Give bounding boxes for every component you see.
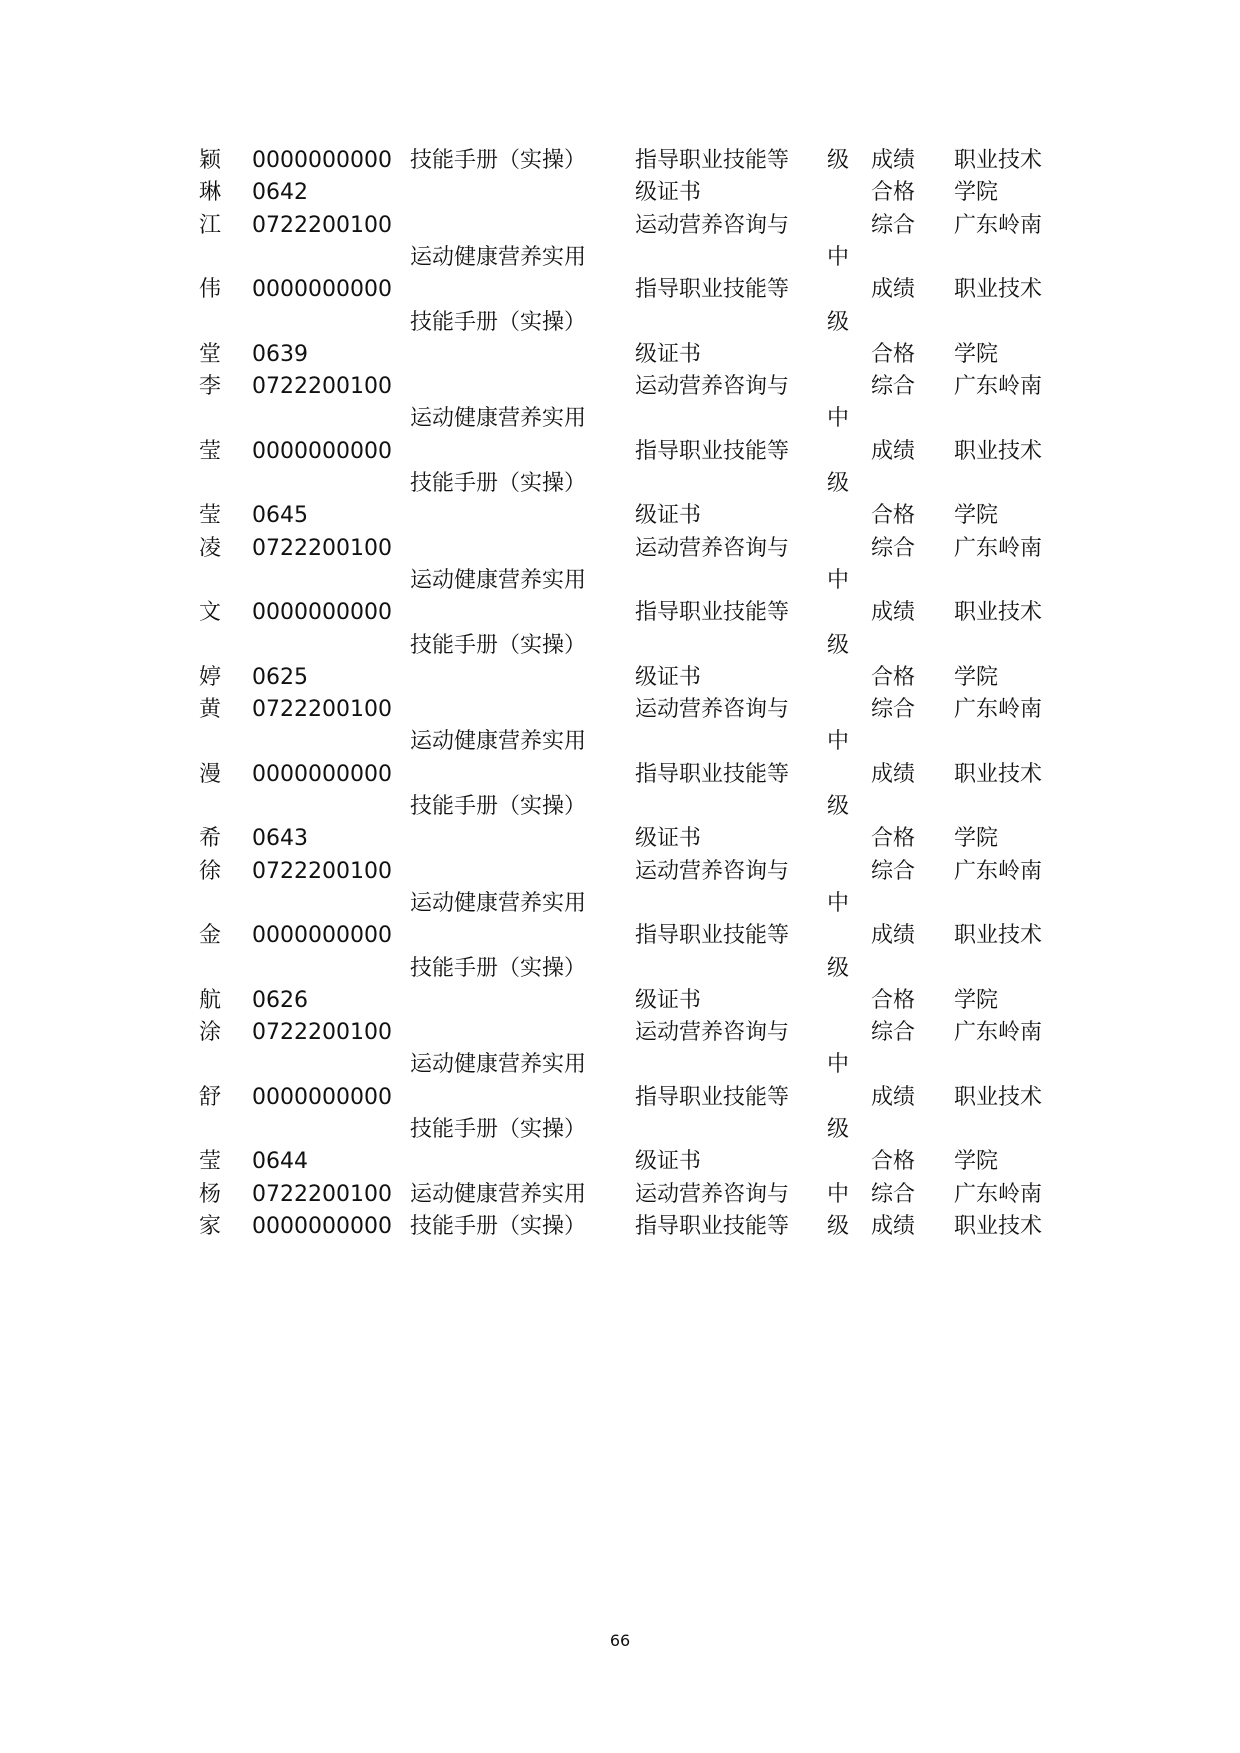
grade-cell: 综合	[871, 1020, 916, 1046]
student-id-cell: 0642	[252, 180, 308, 206]
certificate-cell: 级证书	[635, 987, 702, 1013]
school-cell: 学院	[954, 503, 999, 529]
school-cell: 职业技术	[954, 1213, 1043, 1239]
student-id-cell: 0000000000	[252, 1084, 392, 1110]
grade-cell: 成绩	[871, 600, 916, 626]
certificate-cell: 指导职业技能等	[635, 277, 790, 303]
level-cell: 级	[827, 1117, 850, 1142]
level-cell: 级	[827, 632, 850, 658]
level-cell: 级	[827, 471, 850, 496]
grade-cell: 成绩	[871, 761, 916, 787]
certificate-cell: 运动营养咨询与	[635, 1181, 790, 1207]
certificate-cell: 指导职业技能等	[635, 1084, 790, 1110]
level-cell: 中	[827, 890, 850, 916]
book-title-cell: 技能手册（实操）	[410, 632, 587, 658]
student-name-cell: 徐	[199, 858, 222, 884]
school-cell: 职业技术	[954, 148, 1043, 173]
student-name-cell: 涂	[199, 1020, 222, 1046]
grade-cell: 合格	[871, 826, 916, 852]
school-cell: 广东岭南	[954, 1181, 1043, 1207]
book-title-cell: 技能手册（实操）	[410, 1117, 587, 1142]
student-name-cell: 婷	[199, 664, 222, 690]
student-name-cell: 金	[199, 923, 222, 949]
book-title-cell: 运动健康营养实用	[410, 729, 587, 755]
book-title-cell: 技能手册（实操）	[410, 794, 587, 819]
level-cell: 级	[827, 309, 850, 335]
book-title-cell: 运动健康营养实用	[410, 406, 587, 432]
certificate-cell: 运动营养咨询与	[635, 858, 790, 884]
level-cell: 级	[827, 1213, 850, 1239]
school-cell: 广东岭南	[954, 858, 1043, 884]
school-cell: 广东岭南	[954, 535, 1043, 561]
student-id-cell: 0645	[252, 503, 308, 529]
grade-cell: 合格	[871, 664, 916, 690]
school-cell: 广东岭南	[954, 697, 1043, 723]
grade-cell: 成绩	[871, 1213, 916, 1239]
certificate-cell: 级证书	[635, 826, 702, 852]
grade-cell: 综合	[871, 858, 916, 884]
student-id-cell: 0000000000	[252, 1213, 392, 1239]
grade-cell: 合格	[871, 180, 916, 206]
student-name-cell: 颖	[199, 148, 222, 173]
student-name-cell: 凌	[199, 535, 222, 561]
student-name-cell: 莹	[199, 1149, 222, 1175]
grade-cell: 成绩	[871, 148, 916, 173]
grade-cell: 合格	[871, 987, 916, 1013]
school-cell: 职业技术	[954, 277, 1043, 303]
certificate-cell: 级证书	[635, 1149, 702, 1175]
student-name-cell: 堂	[199, 341, 222, 367]
school-cell: 职业技术	[954, 761, 1043, 787]
certificate-cell: 运动营养咨询与	[635, 1020, 790, 1046]
school-cell: 学院	[954, 1149, 999, 1175]
student-name-cell: 航	[199, 987, 222, 1013]
student-name-cell: 江	[199, 212, 222, 238]
student-id-cell: 0643	[252, 826, 308, 852]
student-id-cell: 0722200100	[252, 1020, 392, 1046]
grade-cell: 综合	[871, 535, 916, 561]
student-name-cell: 舒	[199, 1084, 222, 1110]
level-cell: 中	[827, 567, 850, 593]
certificate-cell: 级证书	[635, 503, 702, 529]
certificate-cell: 指导职业技能等	[635, 148, 790, 173]
school-cell: 学院	[954, 664, 999, 690]
book-title-cell: 运动健康营养实用	[410, 1181, 587, 1207]
grade-cell: 综合	[871, 697, 916, 723]
grade-cell: 成绩	[871, 438, 916, 464]
school-cell: 广东岭南	[954, 374, 1043, 400]
book-title-cell: 运动健康营养实用	[410, 1052, 587, 1078]
student-id-cell: 0722200100	[252, 535, 392, 561]
student-id-cell: 0626	[252, 987, 308, 1013]
grade-cell: 合格	[871, 341, 916, 367]
certificate-cell: 指导职业技能等	[635, 438, 790, 464]
level-cell: 中	[827, 729, 850, 755]
book-title-cell: 运动健康营养实用	[410, 890, 587, 916]
student-id-cell: 0722200100	[252, 374, 392, 400]
certificate-cell: 级证书	[635, 664, 702, 690]
level-cell: 中	[827, 406, 850, 432]
school-cell: 学院	[954, 180, 999, 206]
student-id-cell: 0722200100	[252, 1181, 392, 1207]
student-name-cell: 文	[199, 600, 222, 626]
student-name-cell: 莹	[199, 503, 222, 529]
book-title-cell: 技能手册（实操）	[410, 471, 587, 496]
school-cell: 职业技术	[954, 1084, 1043, 1110]
student-id-cell: 0000000000	[252, 600, 392, 626]
certificate-cell: 级证书	[635, 180, 702, 206]
student-id-cell: 0722200100	[252, 697, 392, 723]
grade-cell: 综合	[871, 212, 916, 238]
book-title-cell: 技能手册（实操）	[410, 1213, 587, 1239]
book-title-cell: 技能手册（实操）	[410, 309, 587, 335]
certificate-cell: 指导职业技能等	[635, 600, 790, 626]
student-name-cell: 漫	[199, 761, 222, 787]
level-cell: 级	[827, 794, 850, 819]
student-name-cell: 希	[199, 826, 222, 852]
level-cell: 中	[827, 1052, 850, 1078]
school-cell: 学院	[954, 987, 999, 1013]
student-id-cell: 0722200100	[252, 212, 392, 238]
student-id-cell: 0722200100	[252, 858, 392, 884]
student-name-cell: 杨	[199, 1181, 222, 1207]
certificate-cell: 运动营养咨询与	[635, 697, 790, 723]
student-id-cell: 0644	[252, 1149, 308, 1175]
grade-cell: 综合	[871, 374, 916, 400]
table-row	[0, 1207, 1240, 1247]
student-name-cell: 黄	[199, 697, 222, 723]
school-cell: 广东岭南	[954, 1020, 1043, 1046]
grade-cell: 成绩	[871, 1084, 916, 1110]
level-cell: 级	[827, 955, 850, 981]
level-cell: 中	[827, 1181, 850, 1207]
student-id-cell: 0625	[252, 664, 308, 690]
book-title-cell: 技能手册（实操）	[410, 955, 587, 981]
school-cell: 广东岭南	[954, 212, 1043, 238]
student-id-cell: 0000000000	[252, 761, 392, 787]
certificate-cell: 运动营养咨询与	[635, 535, 790, 561]
certificate-cell: 运动营养咨询与	[635, 374, 790, 400]
student-id-cell: 0639	[252, 341, 308, 367]
student-id-cell: 0000000000	[252, 923, 392, 949]
grade-cell: 合格	[871, 503, 916, 529]
school-cell: 职业技术	[954, 438, 1043, 464]
student-name-cell: 琳	[199, 180, 222, 206]
book-title-cell: 技能手册（实操）	[410, 148, 587, 173]
grade-cell: 成绩	[871, 923, 916, 949]
level-cell: 级	[827, 148, 850, 173]
grade-cell: 成绩	[871, 277, 916, 303]
student-name-cell: 李	[199, 374, 222, 400]
level-cell: 中	[827, 244, 850, 270]
student-name-cell: 家	[199, 1213, 222, 1239]
school-cell: 职业技术	[954, 600, 1043, 626]
certificate-cell: 运动营养咨询与	[635, 212, 790, 238]
certificate-cell: 级证书	[635, 341, 702, 367]
certificate-cell: 指导职业技能等	[635, 1213, 790, 1239]
student-name-cell: 伟	[199, 277, 222, 303]
school-cell: 学院	[954, 826, 999, 852]
grade-cell: 合格	[871, 1149, 916, 1175]
school-cell: 学院	[954, 341, 999, 367]
book-title-cell: 运动健康营养实用	[410, 244, 587, 270]
student-id-cell: 0000000000	[252, 148, 392, 173]
certificate-cell: 指导职业技能等	[635, 923, 790, 949]
page-number: 66	[609, 1631, 631, 1650]
school-cell: 职业技术	[954, 923, 1043, 949]
student-id-cell: 0000000000	[252, 438, 392, 464]
book-title-cell: 运动健康营养实用	[410, 567, 587, 593]
certificate-cell: 指导职业技能等	[635, 761, 790, 787]
student-id-cell: 0000000000	[252, 277, 392, 303]
student-name-cell: 莹	[199, 438, 222, 464]
grade-cell: 综合	[871, 1181, 916, 1207]
